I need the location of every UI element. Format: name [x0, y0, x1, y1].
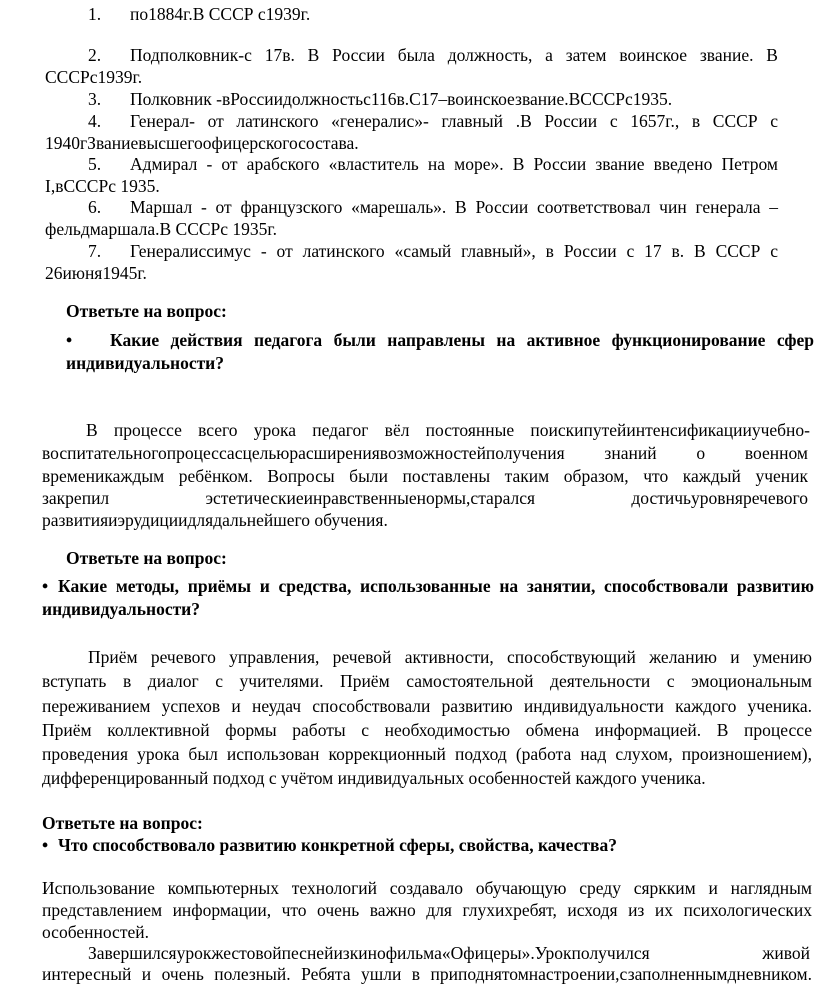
answer-text: В процессе всего урока педагог вёл постоянные поискипутейинтенсификацииучебно-: [86, 420, 810, 440]
answer-text: воспитательногопроцессасцельюрасширениявозможностейполучения знаний о военном: [42, 443, 808, 463]
list-number: 7.: [88, 241, 102, 261]
question-heading: Ответьте на вопрос:: [66, 548, 227, 568]
closing-text: интересный и очень полезный. Ребята ушли в приподнятомнастроении,сзаполненнымдневником.: [42, 964, 812, 984]
list-number: 4.: [88, 111, 102, 131]
answer-text: развитияиэрудициидлядальнейшего обучения.: [42, 510, 388, 530]
question-text: • Какие действия педагога были направлены на активное функционирование сфер: [66, 330, 814, 350]
list-item-1: [88, 3, 310, 25]
list-item-4-cont: 1940гЗваниевысшегоофицерскогосостава.: [45, 133, 359, 153]
answer-text: особенностей.: [42, 922, 149, 942]
bullet-icon: •: [42, 835, 49, 855]
list-text: Генерал- от латинского «генералис»- главный .В России с 1657г., в СССР с: [130, 111, 778, 131]
list-item-2-cont: СССРс1939г.: [45, 67, 143, 87]
list-number: 3.: [88, 89, 102, 109]
bullet-icon: •: [66, 330, 73, 350]
list-number: 6.: [88, 197, 102, 217]
list-item-7: [88, 240, 778, 262]
list-text: по1884г.В СССР с1939г.: [130, 4, 311, 24]
answer-text: Приём коллективной формы работы с необходимостью обмена информацией. В процессе: [42, 720, 812, 740]
list-item-6: [88, 196, 778, 218]
list-number: 5.: [88, 154, 102, 174]
list-number: 2.: [88, 45, 102, 65]
answer-text: Приём речевого управления, речевой активности, способствующий желанию и умению: [88, 647, 812, 667]
answer-text: переживанием успехов и неудач способствовали развитию индивидуальности каждого ученика.: [42, 696, 812, 716]
list-text: Полковник -вРоссиидолжностьс116в.С17–воинскоезвание.ВСССРс1935.: [130, 89, 673, 109]
list-item-4: [88, 110, 778, 132]
closing-text: Завершилсяурокжестовойпеснейизкинофильма«Офицеры».Урокполучился живой: [88, 943, 810, 963]
list-item-7-cont: 26июня1945г.: [45, 263, 147, 283]
answer-text: Использование компьютерных технологий создавало обучающую среду сяркким и наглядным: [42, 878, 812, 898]
question-heading: Ответьте на вопрос:: [42, 813, 203, 833]
answer-text: временикаждым ребёнком. Вопросы были поставлены таким образом, что каждый ученик: [42, 466, 808, 486]
list-item-2: [88, 44, 778, 66]
list-text: Генералиссимус - от латинского «самый главный», в России с 17 в. В СССР с: [130, 241, 778, 261]
list-item-6-cont: фельдмаршала.В СССРс 1935г.: [45, 219, 277, 239]
question-text-cont: индивидуальности?: [42, 599, 201, 619]
list-item-3: [88, 88, 672, 110]
question-text-cont: индивидуальности?: [66, 353, 225, 373]
answer-text: дифференцированный подход с учётом индивидуальных особенностей каждого ученика.: [42, 768, 706, 788]
question-text: • Что способствовало развитию конкретной сферы, свойства, качества?: [42, 835, 617, 855]
answer-text: представлением информации, что очень важно для глухихребят, исходя из их психологических: [42, 900, 812, 920]
answer-text: вступать в диалог с учителями. Приём самостоятельной деятельности с эмоциональным: [42, 671, 812, 691]
answer-text: проведения урока был использован коррекционный подход (работа над слухом, произношением),: [42, 744, 812, 764]
list-number: 1.: [88, 4, 102, 24]
question-text: • Какие методы, приёмы и средства, использованные на занятии, способствовали развитию: [42, 576, 814, 596]
question-heading: Ответьте на вопрос:: [66, 301, 227, 321]
list-item-5: [88, 153, 778, 175]
bullet-icon: •: [42, 576, 49, 596]
list-text: Адмирал - от арабского «властитель на море». В России звание введено Петром: [130, 154, 778, 174]
answer-text: закрепил эстетическиеинравственныенормы,старался достичьуровняречевого: [42, 488, 808, 508]
list-text: Подполковник-с 17в. В России была должность, а затем воинское звание. В: [130, 45, 778, 65]
list-text: Маршал - от французского «марешаль». В России соответствовал чин генерала –: [130, 197, 778, 217]
list-item-5-cont: I,вСССРс 1935.: [45, 176, 160, 196]
